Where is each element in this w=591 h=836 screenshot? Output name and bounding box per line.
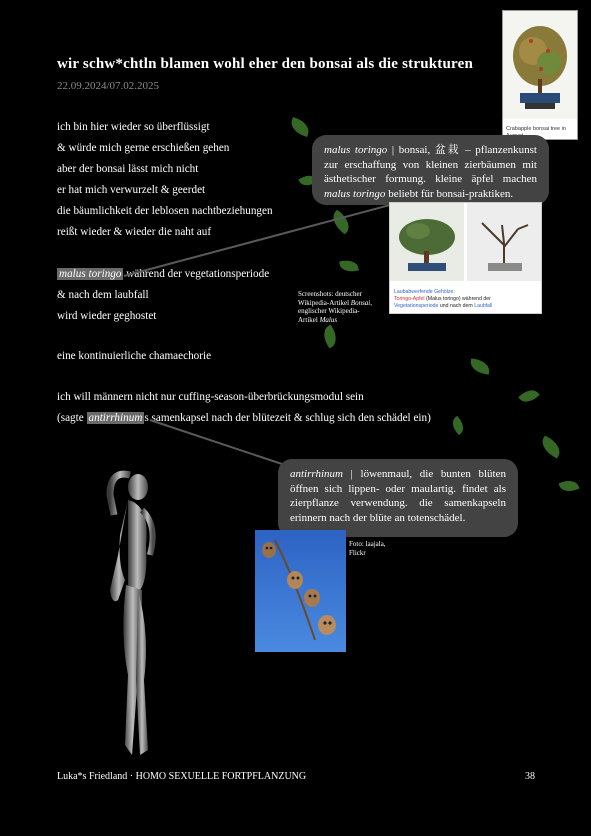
footer-author-title: Luka*s Friedland · HOMO SEXUELLE FORTPFLANZUNG — [57, 771, 307, 782]
poem-line-malus: malus toringo während der vegetationsperiode — [59, 268, 270, 280]
poem-line-antirrhinum: (sagte antirrhinum s samenkapsel nach der blütezeit & schlug sich den schädel ein) — [57, 412, 431, 424]
wikipedia-screenshot — [389, 202, 542, 314]
poem-line-4: er hat mich verwurzelt & geerdet — [57, 184, 206, 196]
antirrhinum-definition-bubble: antirrhinum | löwenmaul, die bunten blüten öffnen sich lippen- oder maulartig. findet als zierpflanze verwendung. die samenkapseln erinnern nach der blüte an totenschädel. — [278, 459, 518, 537]
malus-highlight[interactable]: malus toringo — [59, 268, 122, 280]
poem-line-9: wird wieder geghostet — [57, 310, 157, 322]
wikipedia-credit: Screenshots: deutscher Wikipedia-Artikel Bonsai, englischer Wikipedia- Artikel Malus — [298, 290, 372, 324]
photo-credit: Foto: laajala, Flickr — [349, 540, 386, 557]
poem-line-3: aber der bonsai lässt mich nicht — [57, 163, 199, 175]
page-title: wir schw*chtln blamen wohl eher den bonsai als die strukturen — [57, 56, 474, 72]
page-number: 38 — [525, 771, 535, 782]
wiki-link-laubfall[interactable]: Laubfall — [474, 303, 493, 309]
antirrhinum-highlight[interactable]: antirrhinum — [88, 412, 143, 424]
poem-line-2: & würde mich gerne erschießen gehen — [57, 142, 230, 154]
seedpod-skull-image — [255, 530, 346, 652]
wikipedia-caption: Laubabwerfende Gehölze: Toringo-Apfel (Malus toringo) während der Vegetationsperiode und nach dem Laubfall — [394, 289, 493, 309]
wiki-link-vegetationsperiode[interactable]: Vegetationsperiode — [394, 303, 439, 309]
snapdragon-seedpod-photo — [255, 530, 346, 652]
poem-line-8: & nach dem laubfall — [57, 289, 149, 301]
poem-line-11: ich will männern nicht nur cuffing-season-überbrückungsmodul sein — [57, 391, 364, 403]
silver-figure-image — [90, 465, 170, 775]
page-date: 22.09.2024/07.02.2025 — [57, 80, 160, 92]
poem-line-5: die bäumlichkeit der leblosen nachtbeziehungen — [57, 205, 273, 217]
poem-line-6: reißt wieder & wieder die naht auf — [57, 226, 212, 238]
wiki-link-toringo[interactable]: Toringo-Apfel — [394, 296, 425, 302]
poem-line-10: eine kontinuierliche chamaechorie — [57, 350, 212, 362]
bonsai-comparison-image — [390, 203, 541, 281]
malus-definition-bubble: malus toringo | bonsai, 盆栽 – pflanzenkunst zur erschaffung von kleinen zierbäumen mit ästhetischer formung. kleine äpfel machen malus toringo beliebt für bonsai-praktiken. — [312, 135, 549, 205]
poem-line-1: ich bin hier wieder so überflüssigt — [57, 121, 210, 133]
bonsai-photo-caption: Crabapple bonsai tree in — [506, 126, 566, 132]
